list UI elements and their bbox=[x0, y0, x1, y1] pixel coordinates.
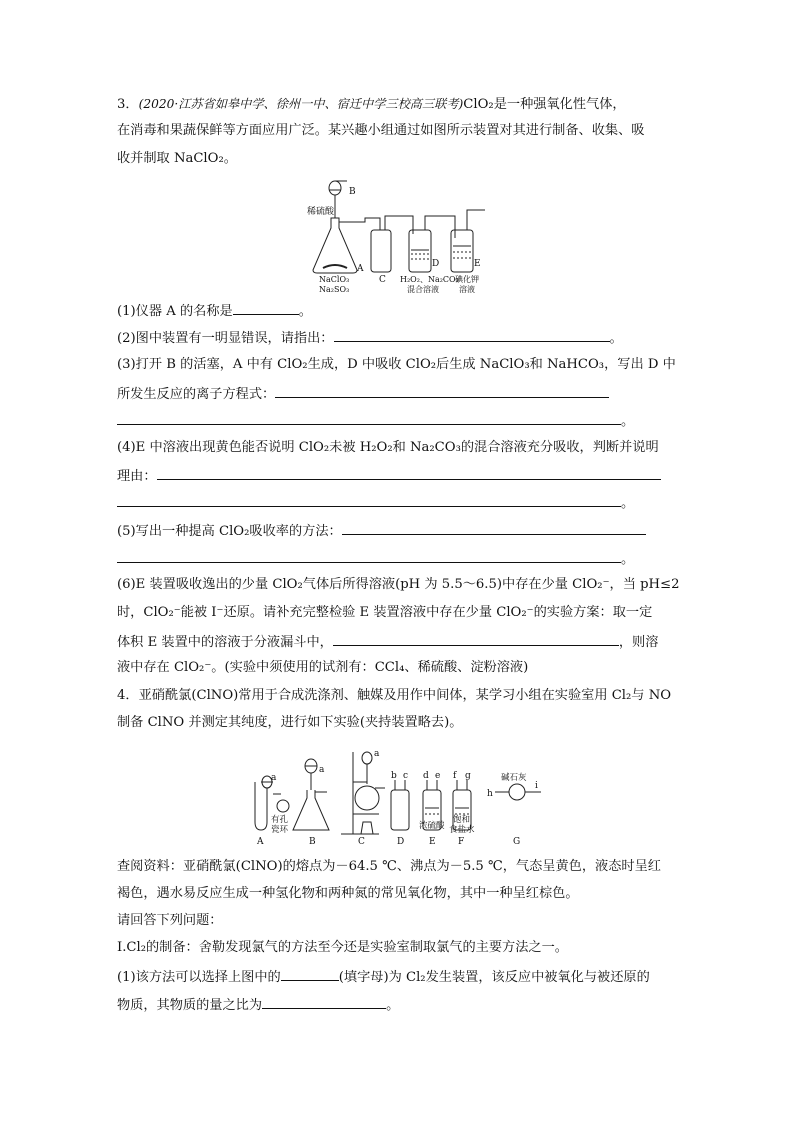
q4-intro-line2: 制备 ClNO 并测定其纯度，进行如下实验(夹持装置略去)。 bbox=[117, 715, 463, 730]
q3-sub5-blank2[interactable] bbox=[117, 548, 621, 563]
fig2-label-f: F bbox=[458, 837, 465, 847]
apparatus-d bbox=[391, 790, 409, 830]
q3-sub2 bbox=[117, 327, 623, 347]
q3-sub4-blank2[interactable] bbox=[117, 492, 621, 507]
q3-sub1-text: (1)仪器 A 的名称是 bbox=[117, 304, 233, 319]
q3-sub3-line2 bbox=[117, 383, 609, 403]
q4-sub1-blank2[interactable] bbox=[262, 994, 386, 1009]
fig2-sat2: 食盐水 bbox=[449, 825, 475, 835]
fig2-label-g-port: g bbox=[465, 771, 471, 781]
fig1-d-sol1: H₂O₂、Na₂CO₃ bbox=[400, 275, 459, 284]
fig2-label-f-port: f bbox=[453, 771, 457, 781]
q3-sub6-line2: 时，ClO₂⁻能被 I⁻还原。请补充完整检验 E 装置溶液中存在少量 ClO₂⁻的实验方案：取一定 bbox=[117, 605, 653, 620]
fig2-label-c-port: c bbox=[403, 771, 409, 781]
q3-sub6-blank[interactable] bbox=[333, 631, 619, 646]
q3-sub5-line1 bbox=[117, 520, 646, 540]
fig2-lime: 碱石灰 bbox=[501, 773, 527, 783]
fig2-label-h: h bbox=[487, 789, 493, 799]
fig1-label-acid: 稀硫酸 bbox=[307, 207, 335, 217]
fig1-reagent2: Na₂SO₃ bbox=[319, 285, 350, 294]
fig2-porous2: 瓷环 bbox=[271, 825, 289, 835]
fig1-label-b: B bbox=[349, 187, 356, 197]
fig2-label-e: E bbox=[429, 837, 436, 847]
q3-sub6-line1: (6)E 装置吸收逸出的少量 ClO₂气体后所得溶液(pH 为 5.5～6.5)中存在少量 ClO₂⁻，当 pH≤2 bbox=[117, 577, 680, 592]
fig2-label-d: D bbox=[397, 837, 405, 847]
q3-sub3-text: 所发生反应的离子方程式： bbox=[117, 387, 276, 402]
q3-sub1-end: 。 bbox=[298, 304, 312, 319]
fig2-label-g: G bbox=[513, 837, 521, 847]
q3-sub2-blank[interactable] bbox=[334, 327, 610, 342]
q3-sub5-blank1[interactable] bbox=[342, 520, 646, 535]
q3-sub4-line1: (4)E 中溶液出现黄色能否说明 ClO₂未被 H₂O₂和 Na₂CO₃的混合溶液充分吸收，判断并说明 bbox=[117, 440, 659, 455]
apparatus-c bbox=[362, 752, 372, 764]
fig2-conc-acid: 浓硫酸 bbox=[419, 821, 445, 831]
q3-sub4-line2 bbox=[117, 465, 661, 485]
gas-bottle-d bbox=[409, 230, 431, 272]
q3-sub6-text: 体积 E 装置中的溶液于分液漏斗中， bbox=[117, 635, 333, 650]
q3-sub6-line3 bbox=[117, 631, 658, 651]
fig2-label-a2: a bbox=[319, 765, 325, 775]
fig1-label-a: A bbox=[357, 264, 364, 274]
fig2-label-b: B bbox=[309, 837, 316, 847]
separatory-funnel-b bbox=[329, 181, 341, 195]
apparatus-figure-2 bbox=[245, 742, 545, 850]
q4-sub1-text: (1)该方法可以选择上图中的 bbox=[117, 970, 281, 985]
fig1-label-e: E bbox=[474, 259, 481, 269]
fig2-label-c: C bbox=[358, 837, 365, 847]
q4-sub1-end: 。 bbox=[386, 998, 400, 1013]
apparatus-figure-1 bbox=[305, 178, 495, 296]
q3-sub4-text: 理由： bbox=[117, 469, 157, 484]
q3-intro-rest: ClO₂是一种强氧化性气体， bbox=[463, 97, 626, 112]
q3-intro-line1 bbox=[117, 94, 626, 114]
fig1-e-sol1: 碘化钾 bbox=[455, 275, 479, 284]
q3-sub4-line3 bbox=[117, 492, 634, 512]
q3-sub6-line4: 液中存在 ClO₂⁻。(实验中须使用的试剂有：CCl₄、稀硫酸、淀粉溶液) bbox=[117, 660, 529, 675]
q4-ask: 请回答下列问题： bbox=[117, 913, 223, 928]
q4-sub1-line1 bbox=[117, 966, 650, 986]
q4-sub1-text2: 物质，其物质的量之比为 bbox=[117, 998, 263, 1013]
q3-sub5-line2 bbox=[117, 548, 634, 568]
fig1-label-d: D bbox=[432, 259, 440, 269]
q3-sub1-blank[interactable] bbox=[233, 300, 299, 315]
q3-sub3-blank2[interactable] bbox=[117, 410, 621, 425]
q3-sub1 bbox=[117, 300, 312, 320]
q3-sub3-line3 bbox=[117, 410, 634, 430]
fig1-reagent1: NaClO₃ bbox=[319, 275, 350, 284]
q4-sub1-after: (填字母)为 Cl₂发生装置，该反应中被氧化与被还原的 bbox=[338, 970, 650, 985]
q3-sub4-blank1[interactable] bbox=[157, 465, 661, 480]
q4-sub1-blank1[interactable] bbox=[281, 966, 339, 981]
q3-sub2-text: (2)图中装置有一明显错误，请指出： bbox=[117, 331, 334, 346]
q4-info-line2: 褐色，遇水易反应生成一种氢化物和两种氮的常见氧化物，其中一种呈红棕色。 bbox=[117, 886, 579, 901]
q4-sub1-line2 bbox=[117, 994, 399, 1014]
q3-sub3-blank1[interactable] bbox=[275, 383, 609, 398]
fig1-label-c: C bbox=[379, 275, 386, 285]
apparatus-a bbox=[255, 782, 267, 830]
fig2-porous1: 有孔 bbox=[271, 815, 289, 825]
q3-sub6-after: ，则溶 bbox=[618, 635, 659, 650]
fig2-sat1: 饱和 bbox=[453, 815, 471, 825]
q3-sub5-text: (5)写出一种提高 ClO₂吸收率的方法： bbox=[117, 524, 342, 539]
q3-source: (2020·江苏省如皋中学、徐州一中、宿迁中学三校高三联考) bbox=[138, 97, 464, 111]
q3-sub3-end: 。 bbox=[621, 414, 635, 429]
q4-part1: Ⅰ.Cl₂的制备：舍勒发现氯气的方法至今还是实验室制取氯气的主要方法之一。 bbox=[117, 940, 568, 955]
q3-intro-line2: 在消毒和果蔬保鲜等方面应用广泛。某兴趣小组通过如图所示装置对其进行制备、收集、吸 bbox=[117, 123, 645, 138]
q3-intro-line3: 收并制取 NaClO₂。 bbox=[117, 151, 237, 166]
fig2-label-e-port: e bbox=[435, 771, 441, 781]
q3-sub3-line1: (3)打开 B 的活塞，A 中有 ClO₂生成，D 中吸收 ClO₂后生成 NaClO₃和 NaHCO₃，写出 D 中 bbox=[117, 357, 676, 372]
q3-sub5-end: 。 bbox=[621, 552, 635, 567]
gas-bottle-c bbox=[371, 230, 391, 272]
fig2-label-a3: a bbox=[374, 749, 380, 759]
fig2-label-a: A bbox=[257, 837, 264, 847]
fig2-label-d-port: d bbox=[423, 771, 429, 781]
q3-sub4-end: 。 bbox=[621, 496, 635, 511]
q4-info-line1: 查阅资料：亚硝酰氯(ClNO)的熔点为－64.5 ℃、沸点为－5.5 ℃，气态呈黄色，液态时呈红 bbox=[117, 859, 661, 874]
fig1-d-sol2: 混合溶液 bbox=[407, 285, 439, 294]
q3-number: 3． bbox=[117, 97, 139, 112]
fig1-e-sol2: 溶液 bbox=[459, 285, 475, 294]
q4-intro-line1: 4．亚硝酰氯(ClNO)常用于合成洗涤剂、触媒及用作中间体，某学习小组在实验室用 Cl₂与 NO bbox=[117, 688, 672, 703]
fig2-label-b-port: b bbox=[391, 771, 397, 781]
q3-sub2-end: 。 bbox=[609, 331, 623, 346]
fig2-label-a1: a bbox=[271, 773, 277, 783]
gas-bottle-e bbox=[451, 230, 473, 272]
fig2-label-i: i bbox=[535, 781, 538, 791]
